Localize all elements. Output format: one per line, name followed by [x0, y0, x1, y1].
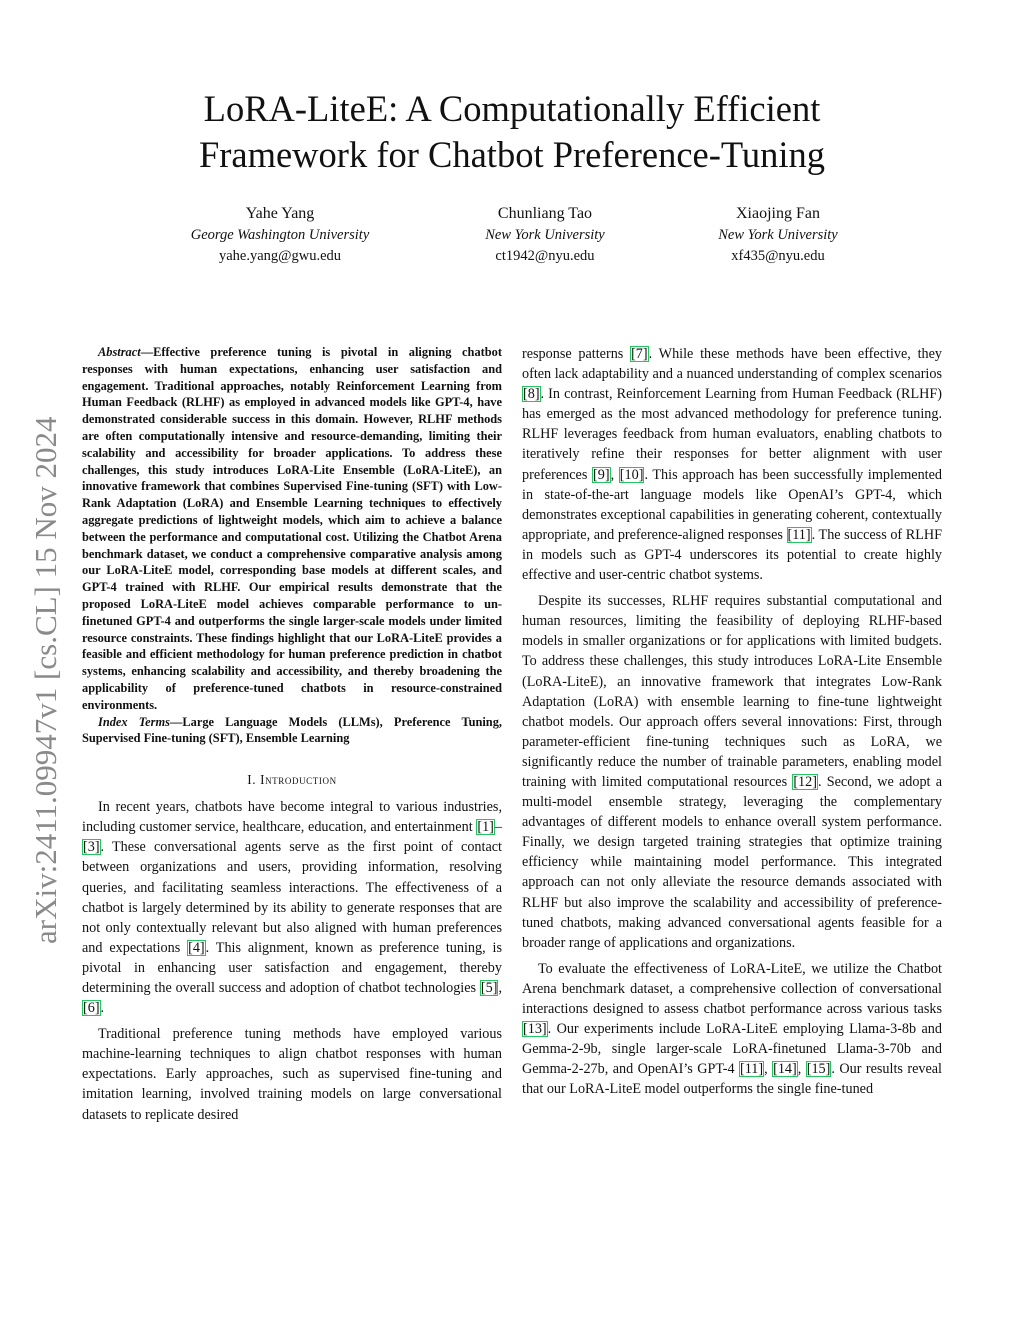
section-number: I. [247, 772, 257, 788]
text-run: , [797, 1061, 806, 1078]
paper-title [112, 86, 912, 178]
text-run: , [498, 979, 502, 996]
citation-link[interactable]: [6] [83, 1000, 100, 1017]
author-1 [150, 203, 410, 267]
text-run: – [494, 819, 502, 836]
author-2 [415, 203, 675, 267]
author-3 [648, 203, 908, 267]
citation-link[interactable]: [7] [631, 346, 648, 362]
citation-link[interactable]: [3] [83, 839, 100, 856]
text-run: , [610, 466, 619, 483]
intro-paragraph-4 [522, 959, 942, 1100]
citation-link[interactable]: [4] [188, 939, 205, 956]
abstract-lead: Abstract [98, 345, 141, 359]
citation-link[interactable]: [14] [773, 1061, 797, 1078]
text-run: Despite its successes, RLHF requires substantial computational and human resources, limiting the feasibility of deploying RLHF-based models in smaller organizations or for applications with limited budgets. To address these challenges, this study introduces LoRA-Lite Ensemble (LoRA-LiteE), an innovative framework that integrates Low-Rank Adaptation (LoRA) with ensemble learning to fine-tune lightweight chatbot models. Our approach offers several innovations: First, through parameter-efficient fine-tuning techniques such as LoRA, we significantly reduce the number of trainable parameters, enabling model training with limited computational resources [522, 593, 942, 790]
citation-link[interactable]: [10] [619, 466, 644, 483]
text-run: . While these methods have been effective, they often lack adaptability and a nuanced understanding of complex scenarios [522, 346, 943, 383]
abstract-body: —Effective preference tuning is pivotal in aligning chatbot responses with human expectations, enhancing user satisfaction and engagement. Traditional approaches, notably Reinforcement Learning from Human Feedback (RLHF) as employed in advanced models like GPT-4, have demonstrated considerable success in this domain. However, RLHF methods are often computationally intensive and resource-demanding, limiting their scalability and accessibility for broader applications. To address these challenges, this study introduces LoRA-Lite Ensemble (LoRA-LiteE), an innovative framework that combines Supervised Fine-tuning (SFT) with Low-Rank Adaptation (LoRA) and Ensemble Learning techniques to effectively aggregate predictions of lightweight models, which aim to achieve a balance between the performance and computational cost. Utilizing the Chatbot Arena benchmark dataset, we conduct a comprehensive comparative analysis among our LoRA-LiteE model, corresponding base models at different scales, and GPT-4 trained with RLHF. Our empirical results demonstrate that the proposed LoRA-LiteE model achieves comparable performance to un-finetuned GPT-4 and outperforms the single larger-scale models under limited resource constraints. These findings highlight that our LoRA-LiteE provides a feasible and efficient methodology for human preference prediction in chatbot systems, enhancing scalability and accessibility, and thereby broadening the applicability of preference-tuned chatbots in resource-constrained environments. [82, 345, 502, 712]
citation-link[interactable]: [11] [740, 1061, 764, 1078]
section-heading-introduction [82, 771, 502, 789]
text-run: . [100, 1000, 105, 1017]
title-line-2: Framework for Chatbot Preference-Tuning [198, 134, 826, 175]
citation-link[interactable]: [15] [806, 1061, 831, 1078]
left-column [82, 344, 502, 1131]
citation-link[interactable]: [9] [593, 466, 610, 483]
index-terms [82, 714, 502, 748]
citation-link[interactable]: [8] [523, 386, 540, 403]
text-run: . These conversational agents serve as the first point of contact between organizations and users, providing information, resolving queries, and facilitating seamless interactions. The effectiveness of a chatbot is largely determined by its ability to generate responses that are not only contextually relevant but also aligned with human preferences and expectations [82, 839, 502, 956]
author-email: yahe.yang@gwu.edu [218, 248, 342, 264]
text-run: , [764, 1061, 773, 1078]
index-terms-body: —Large Language Models (LLMs), Preference Tuning, Supervised Fine-tuning (SFT), Ensemble Learning [82, 714, 502, 746]
author-name: Chunliang Tao [497, 205, 593, 222]
intro-paragraph-3 [522, 591, 942, 953]
text-run: . The success of RLHF in models such as GPT-4 underscores its potential to create highly effective and user-centric chatbot systems. [522, 526, 943, 584]
section-title: Introduction [260, 772, 337, 788]
text-run: . Our results reveal that our LoRA-LiteE model outperforms the single fine-tuned [522, 1061, 942, 1098]
author-affiliation: New York University [485, 227, 605, 243]
citation-link[interactable]: [12] [793, 773, 817, 790]
author-email: ct1942@nyu.edu [495, 248, 595, 264]
author-affiliation: George Washington University [190, 227, 370, 243]
text-run: . In contrast, Reinforcement Learning from Human Feedback (RLHF) has emerged as the most advanced methodology for preference tuning. RLHF leverages feedback from human evaluators, enabling chatbots to iteratively refine their responses for better alignment with user preferences [522, 386, 942, 483]
title-line-1: LoRA-LiteE: A Computationally Efficient [203, 88, 821, 129]
author-email: xf435@nyu.edu [731, 248, 825, 264]
text-run: . Second, we adopt a multi-model ensemble strategy, leveraging the complementary advantages of different models to enhance overall system performance. Finally, we design targeted training strategies that optimize training efficiency while maintaining model performance. This integrated approach can not only alleviate the resource demands associated with RLHF but also improve the scalability and accessibility of preference-tuned chatbots, making advanced conversational agents feasible for a broader range of applications and organizations. [522, 773, 942, 951]
text-run: In recent years, chatbots have become integral to various industries, including customer service, healthcare, education, and entertainment [82, 799, 502, 836]
citation-link[interactable]: [5] [480, 979, 498, 996]
text-run: . Our experiments include LoRA-LiteE employing Llama-3-8b and Gemma-2-9b, single larger-scale LoRA-finetuned Llama-3-70b and Gemma-2-27b, and OpenAI’s GPT-4 [522, 1021, 942, 1078]
author-name: Xiaojing Fan [736, 205, 820, 222]
right-column [522, 344, 942, 1105]
text-run: response patterns [522, 346, 631, 362]
citation-link[interactable]: [1] [477, 819, 494, 836]
intro-paragraph-2: Traditional preference tuning methods have employed various machine-learning techniques to align chatbot responses with human expectations. Early approaches, such as supervised fine-tuning and imitation learning, involved training models on large conversational datasets to replicate desired [82, 1026, 502, 1123]
citation-link[interactable]: [11] [787, 526, 811, 543]
text-run: . This approach has been successfully implemented in state-of-the-art language models like OpenAI’s GPT-4, which demonstrates exceptional capabilities in generating coherent, contextually appropriate, and preference-aligned responses [522, 466, 942, 543]
text-run: . This alignment, known as preference tuning, is pivotal in enhancing user satisfaction and engagement, thereby determining the overall success and adoption of chatbot technologies [82, 939, 502, 996]
author-affiliation: New York University [718, 227, 838, 243]
author-name: Yahe Yang [245, 205, 315, 222]
intro-paragraph-1 [82, 797, 502, 1018]
arxiv-side-stamp: arXiv:2411.09947v1 [cs.CL] 15 Nov 2024 [28, 416, 63, 944]
text-run: To evaluate the effectiveness of LoRA-LiteE, we utilize the Chatbot Arena benchmark dataset, a comprehensive collection of conversational interactions designed to assess chatbot performance across various tasks [522, 960, 942, 1017]
citation-link[interactable]: [13] [523, 1021, 547, 1038]
abstract [82, 344, 502, 714]
intro-paragraph-2-continued [522, 344, 942, 585]
index-terms-lead: Index Terms [98, 714, 170, 729]
